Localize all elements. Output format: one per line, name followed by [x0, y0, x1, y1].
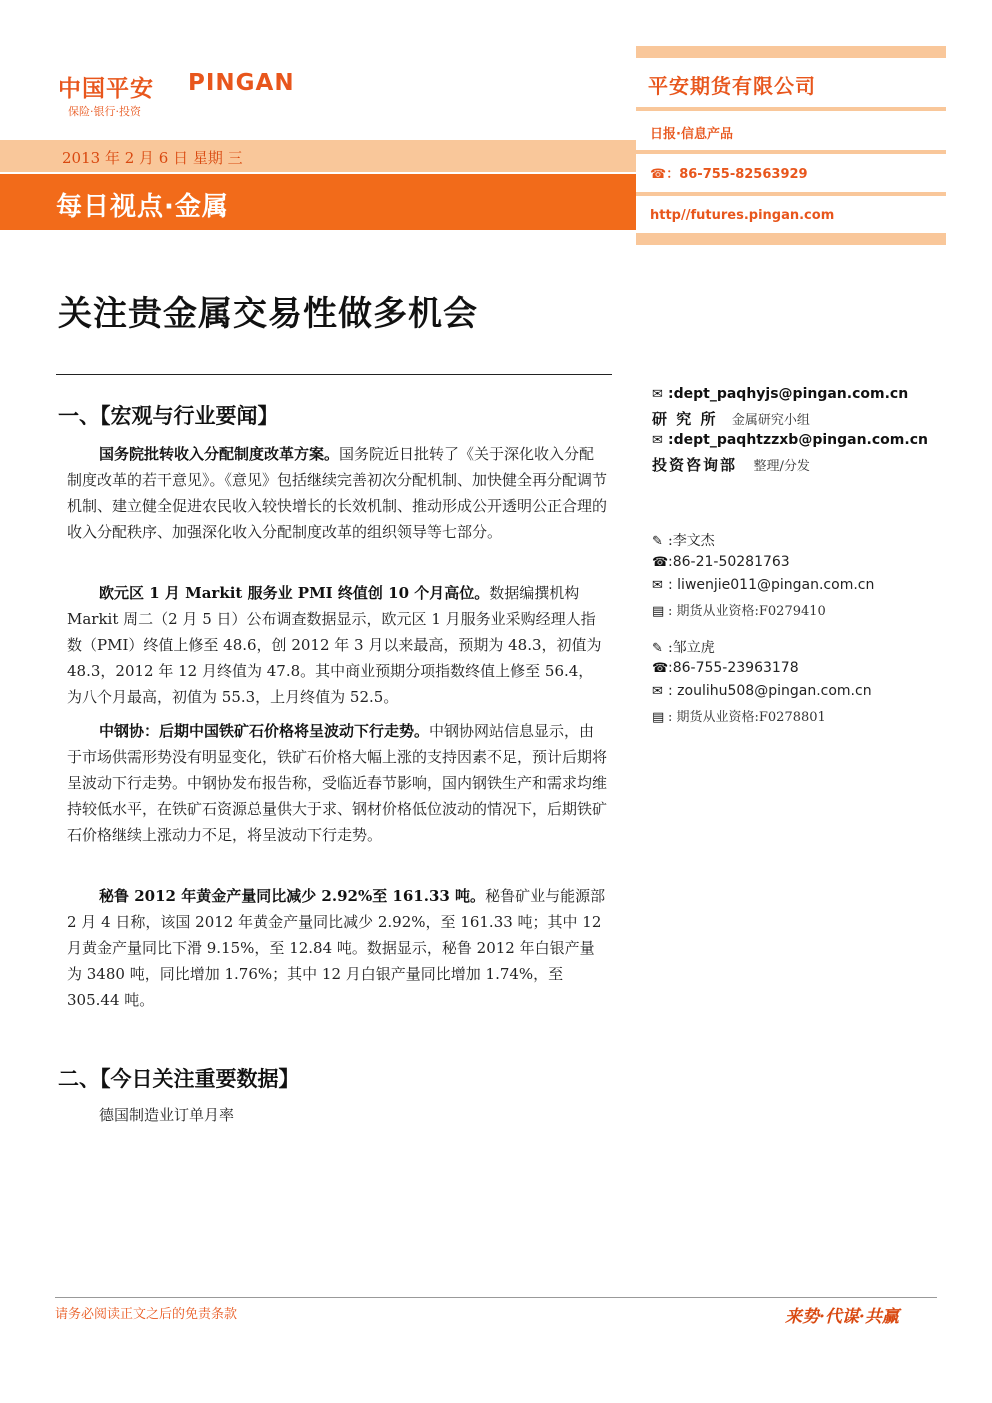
analyst-cert: ▤ : 期货从业资格:F0279410 — [652, 604, 826, 619]
headline: 关注贵金属交易性做多机会 — [58, 294, 478, 334]
phone-icon: ☎： — [650, 167, 680, 182]
section-2-heading: 二、【今日关注重要数据】 — [58, 1067, 300, 1091]
news-paragraph: 国务院批转收入分配制度改革方案。国务院近日批转了《关于深化收入分配制度改革的若干意见》。《意见》包括继续完善初次分配机制、加快健全再分配调节机制、建立健全促进农民收入较快增长的长效机制、推动形成公开透明公正合理的收入分配秩序、加强深化收入分配制度改革的组织领导等七部分。 — [67, 445, 608, 541]
pen-icon: ✎ — [652, 534, 663, 549]
contact-email-research[interactable]: ✉ :dept_paqhyjs@pingan.com.cn — [652, 386, 909, 402]
analyst-phone: ☎:86-755-23963178 — [652, 660, 799, 676]
analyst-name: ✎ :李文杰 — [652, 533, 715, 549]
pen-icon: ✎ — [652, 641, 663, 656]
analyst-email[interactable]: ✉ : liwenjie011@pingan.com.cn — [652, 577, 875, 593]
analyst-email[interactable]: ✉ : zoulihu508@pingan.com.cn — [652, 683, 872, 699]
news-paragraph: 秘鲁 2012 年黄金产量同比减少 2.92%至 161.33 吨。秘鲁矿业与能源部 2 月 4 日称，该国 2012 年黄金产量同比减少 2.92%，至 161.33 吨；其中 12 月黄金产量同比下滑 9.15%，至 12.84 吨。数据显示，秘鲁 2012 年白银产量为 3480 吨，同比增加 1.76%；其中 12 月白银产量同比增加 1.74%，至 305.44 吨。 — [67, 887, 606, 1009]
company-phone: ☎：86-755-82563929 — [650, 167, 808, 182]
dept-advisory: 投资咨询部 整理/分发 — [652, 456, 810, 474]
headline-rule — [56, 374, 612, 375]
analyst-name: ✎ :邹立虎 — [652, 640, 715, 656]
product-type: 日报·信息产品 — [650, 127, 733, 142]
analyst-cert: ▤ : 期货从业资格:F0278801 — [652, 710, 826, 725]
news-paragraph: 欧元区 1 月 Markit 服务业 PMI 终值创 10 个月高位。数据编撰机构 Markit 周二（2 月 5 日）公布调查数据显示，欧元区 1 月服务业采购经理人指数（PMI）终值上修至 48.6，创 2012 年 3 月以来最高，预期为 48.3，初值为 48.3，2012 年 12 月终值为 47.8。其中商业预期分项指数终值上修至 56.4，为八个月最高，初值为 55.3，上月终值为 52.5。 — [67, 584, 602, 706]
footer-slogan: 来势·代谋·共赢 — [785, 1307, 899, 1327]
dept-research: 研 究 所 金属研究小组 — [652, 410, 810, 428]
phone-icon: ☎ — [652, 555, 669, 570]
disclaimer-link[interactable]: 请务必阅读正文之后的免责条款 — [55, 1307, 238, 1322]
divider — [636, 107, 946, 111]
company-name: 平安期货有限公司 — [648, 74, 816, 98]
company-website[interactable]: http//futures.pingan.com — [650, 208, 835, 223]
column-title: 每日视点·金属 — [56, 192, 229, 222]
news-paragraph: 中钢协：后期中国铁矿石价格将呈波动下行走势。中钢协网站信息显示，由于市场供需形势没有明显变化，铁矿石价格大幅上涨的支持因素不足，预计后期将呈波动下行走势。中钢协发布报告称，受临近春节影响，国内钢铁生产和需求均维持较低水平，在铁矿石资源总量供大于求、钢材价格低位波动的情况下，后期铁矿石价格继续上涨动力不足，将呈波动下行走势。 — [67, 722, 608, 844]
section-1-heading: 一、【宏观与行业要闻】 — [58, 404, 279, 428]
footer-rule — [55, 1297, 937, 1298]
divider — [636, 192, 946, 196]
logo-tagline: 保险·银行·投资 — [68, 105, 141, 118]
divider — [636, 150, 946, 154]
logo-en: PINGAN — [188, 70, 295, 96]
envelope-icon: ✉ — [652, 433, 663, 448]
contact-email-advisory[interactable]: ✉ :dept_paqhtzzxb@pingan.com.cn — [652, 432, 928, 448]
book-icon: ▤ — [652, 604, 665, 619]
envelope-icon: ✉ — [652, 684, 663, 699]
report-date: 2013 年 2 月 6 日 星期 三 — [62, 149, 243, 167]
envelope-icon: ✉ — [652, 387, 663, 402]
analyst-phone: ☎:86-21-50281763 — [652, 554, 790, 570]
right-box-bottom-bar — [636, 233, 946, 245]
book-icon: ▤ — [652, 710, 665, 725]
data-item: 德国制造业订单月率 — [99, 1106, 235, 1124]
envelope-icon: ✉ — [652, 578, 663, 593]
phone-icon: ☎ — [652, 661, 669, 676]
logo-cn: 中国平安 — [58, 76, 154, 102]
right-box-top-bar — [636, 46, 946, 58]
